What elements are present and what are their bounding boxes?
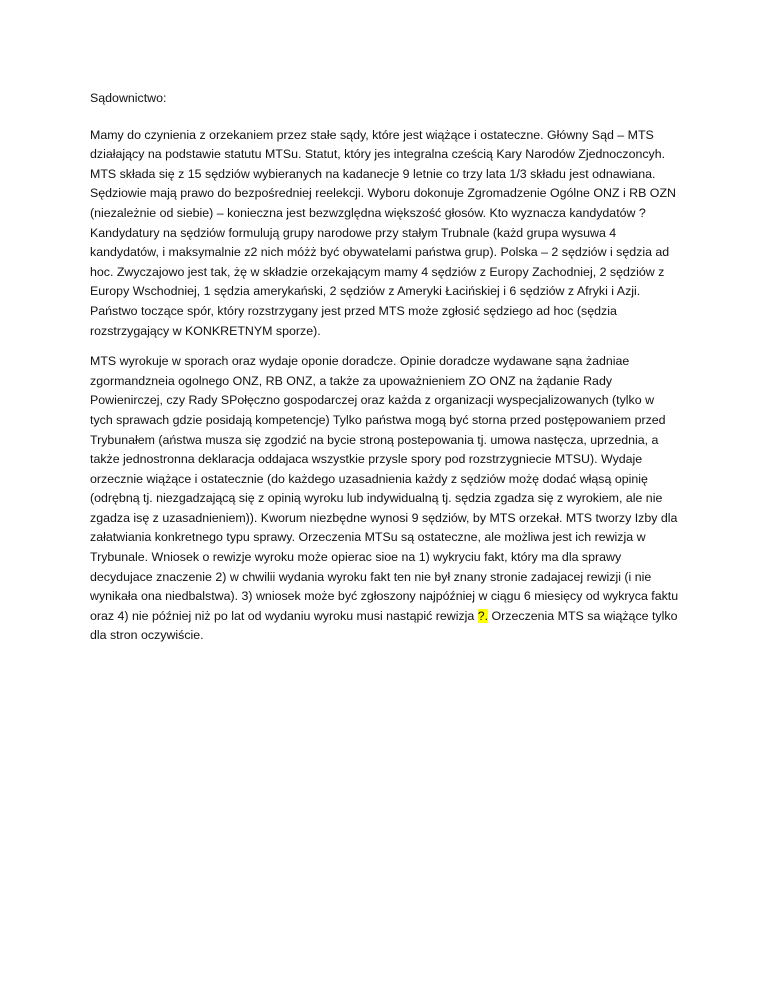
paragraph-judgments-and-opinions — [90, 352, 680, 646]
paragraph-text-after-highlight: Orzeczenia MTS sa wiążące tylko dla stron oczywiście. — [90, 608, 678, 643]
document-body — [90, 89, 680, 657]
paragraph-judiciary-composition: Mamy do czynienia z orzekaniem przez stałe sądy, które jest wiążące i ostateczne. Główny Sąd – MTS działający na podstawie statutu MTSu. Statut, który jes integralna cześcią Kary Narodów Zjednoczoncyh. MTS składa się z 15 sędziów wybieranych na kadanecje 9 letnie co trzy lata 1/3 składu jest odnawiana. Sędziowie mają prawo do bezpośredniej reelekcji. Wyboru dokonuje Zgromadzenie Ogólne ONZ i RB OZN (niezależnie od siebie) – konieczna jest bezwzględna większość głosów. Kto wyznacza kandydatów ? Kandydatury na sędziów formulują grupy narodowe przy stałym Trubnale (każd grupa wysuwa 4 kandydatów, i maksymalnie z2 nich móżż być obywatelami państwa grup). Polska – 2 sędziów i sędzia ad hoc. Zwyczajowo jest tak, żę w składzie orzekającym mamy 4 sędziów z Europy Zachodniej, 2 sędziów z Europy Wschodniej, 1 sędzia amerykański, 2 sędziów z Ameryki Łacińskiej i 6 sędziów z Afryki i Azji. Państwo toczące spór, który rozstrzygany jest przed MTS może zgłosić sędziego ad hoc (sędzia rozstrzygający w KONKRETNYM sporze). — [90, 127, 676, 338]
section-heading: Sądownictwo: — [90, 91, 167, 105]
paragraph-text-before-highlight: MTS wyrokuje w sporach oraz wydaje oponie doradcze. Opinie doradcze wydawane sąna żadniae zgormandzneia ogolnego ONZ, RB ONZ, a także za upoważnieniem ZO ONZ na żądanie Rady Powienirczej, czy Rady SPołęczno gospodarczej oraz każda z organizacji wyspecjalizowanych (tylko w tych sprawach gdzie posidają kompetencje) Tylko państwa mogą być storna przed postępowaniem przed Trybunałem (aństwa musza się zgodzić na bycie stroną postepowania tj. umowa nastęcza, uprzednia, a także jednostronna deklaracja oddajaca wszystkie przysle spory pod rozstrzygniecie MTSU). Wydaje orzecznie wiążące i ostatecznie (do każdego uzasadnienia każdy z sędziów możę dodać włąsą opinię (odrębną tj. niezgadzającą się z opinią wyroku lub indywidualną tj. sędzia zgadza się z wyrokiem, ale nie zgadza isę z uzasadnieniem)). Kworum niezbędne wynosi 9 sędziów, by MTS orzekał. MTS tworzy Izby dla załatwiania konkretnego typu sprawy. Orzeczenia MTSu są ostateczne, ale możliwa jest ich rewizja w Trybunale. Wniosek o rewizje wyroku może opierac sioe na 1) wykryciu fakt, który ma dla sprawy decydujace znaczenie 2) w chwilii wydania wyroku fakt ten nie był znany stronie zadajacej rewizji (i nie wynikała ona niedbalstwa). 3) wniosek może być zgłoszony najpóźniej w ciągu 6 miesięcy od wykryca faktu oraz 4) nie później niż po lat od wydaniu wyroku musi nastąpić rewizja — [90, 354, 679, 623]
highlighted-question-mark: ?. — [477, 608, 489, 623]
